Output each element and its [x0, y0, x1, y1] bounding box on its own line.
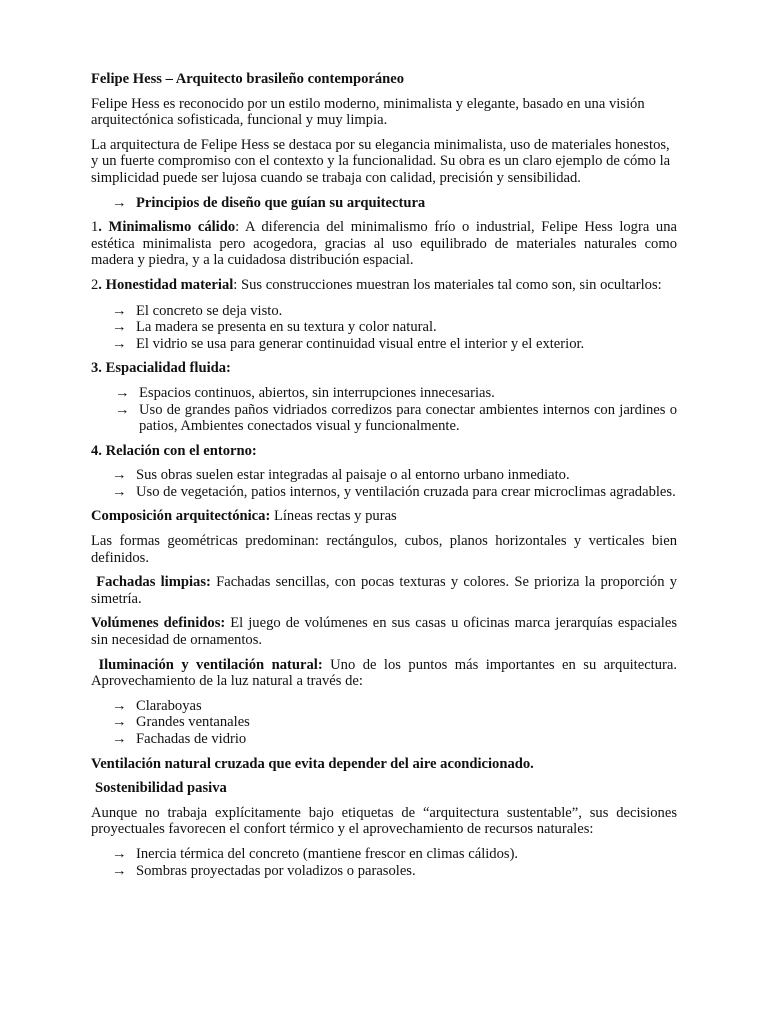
arrow-icon: → — [112, 467, 127, 484]
arrow-icon: → — [112, 714, 127, 731]
principle-4-heading: 4. Relación con el entorno: — [91, 442, 257, 459]
lighting-text: Uno de los puntos más importantes en su arquitectura. Aprovechamiento de la luz natural a través de: — [91, 656, 678, 690]
cross-ventilation-line: Ventilación natural cruzada que evita depender del aire acondicionado. — [91, 755, 534, 772]
arrow-icon: → — [112, 731, 127, 747]
forms-paragraph: Las formas geométricas predominan: rectángulos, cubos, planos horizontales y verticales bien definidos. — [91, 533, 677, 566]
arrow-icon: → — [115, 384, 130, 401]
principle-2-list — [91, 303, 677, 353]
list-item: → El vidrio se usa para generar continuidad visual entre el interior y el exterior. — [112, 335, 585, 352]
principle-2-text: : Sus construcciones muestran los materiales tal como son, sin ocultarlos: — [233, 276, 662, 293]
intro-paragraph-2: La arquitectura de Felipe Hess se destaca por su elegancia minimalista, uso de materiales honestos, y un fuerte compromiso con el contexto y la funcionalidad. Su obra es un claro ejemplo de cómo la simplicidad puede ser lujosa cuando se trabaja con calidad, precisión y sensibilidad. — [91, 136, 671, 186]
arrow-icon: → — [115, 401, 130, 418]
principle-1-dot: . — [98, 219, 102, 236]
principle-3-heading: 3. Espacialidad fluida: — [91, 360, 231, 377]
list-item: → Inercia térmica del concreto (mantiene frescor en climas cálidos). — [112, 845, 519, 862]
arrow-icon: → — [112, 335, 127, 352]
list-item: → Sombras proyectadas por voladizos o parasoles. — [112, 862, 416, 879]
arrow-icon: → — [112, 483, 127, 500]
volumes-text: El juego de volúmenes en sus casas u oficinas marca jerarquías espaciales sin necesidad de ornamentos. — [91, 615, 677, 649]
sustainability-list — [91, 846, 677, 879]
list-item: → Grandes ventanales — [112, 714, 250, 731]
facades-title: Fachadas limpias: — [96, 574, 211, 591]
principles-heading-text: Principios de diseño que guían su arquitectura — [136, 194, 426, 211]
composition-text: Líneas rectas y puras — [270, 508, 397, 525]
arrow-icon: → — [112, 194, 127, 211]
arrow-icon: → — [112, 319, 127, 336]
list-item: → La madera se presenta en su textura y color natural. — [112, 319, 437, 336]
principle-2-dot: . — [98, 276, 102, 293]
principle-3-list — [91, 385, 677, 435]
facades-text: Fachadas sencillas, con pocas texturas y colores. Se prioriza la proporción y simetría. — [91, 574, 677, 607]
principle-1 — [91, 219, 677, 269]
principle-2-title: Honestidad material — [101, 276, 234, 293]
intro-paragraph-1: Felipe Hess es reconocido por un estilo moderno, minimalista y elegante, basado en una visión arquitectónica sofisticada, funcional y muy limpia. — [91, 95, 645, 129]
sustainability-paragraph: Aunque no trabaja explícitamente bajo etiquetas de “arquitectura sustentable”, sus decisiones proyectuales favorecen el confort térmico y el aprovechamiento de recursos naturales: — [91, 804, 677, 838]
arrow-icon: → — [112, 302, 127, 319]
volumes-paragraph — [91, 615, 677, 648]
composition-line — [91, 508, 677, 525]
list-item: → Espacios continuos, abiertos, sin interrupciones innecesarias. — [115, 384, 495, 401]
list-item: → Sus obras suelen estar integradas al paisaje o al entorno urbano inmediato. — [112, 467, 570, 484]
principle-1-title: Minimalismo cálido — [101, 219, 236, 236]
volumes-title: Volúmenes definidos: — [91, 615, 226, 632]
facades-paragraph — [91, 574, 677, 607]
principles-heading — [91, 195, 677, 212]
lighting-list — [91, 698, 677, 748]
list-item: → Fachadas de vidrio — [112, 731, 247, 747]
lighting-title: Iluminación y ventilación natural: — [98, 656, 323, 673]
list-item: → Uso de vegetación, patios internos, y ventilación cruzada para crear microclimas agradables. — [112, 483, 676, 500]
arrow-icon: → — [112, 845, 127, 862]
arrow-icon: → — [112, 862, 127, 879]
principle-2 — [91, 277, 677, 294]
principle-4-list — [91, 467, 677, 500]
arrow-icon: → — [112, 697, 127, 714]
document-title: Felipe Hess – Arquitecto brasileño contemporáneo — [91, 71, 405, 87]
list-item: → Claraboyas — [112, 697, 202, 714]
sustainability-heading: Sostenibilidad pasiva — [95, 780, 227, 797]
composition-title: Composición arquitectónica: — [91, 508, 271, 525]
principle-1-number: 1 — [91, 219, 99, 236]
principle-1-text: : A diferencia del minimalismo frío o industrial, Felipe Hess logra una estética minimalista pero acogedora, gracias al uso equilibrado de materiales naturales como madera y piedra, y a la cuidadosa distribución espacial. — [91, 219, 677, 269]
principle-2-number: 2 — [91, 276, 99, 293]
list-item: → Uso de grandes paños vidriados corredizos para conectar ambientes internos con jardines o patios, Ambientes conectados visual y funcionalmente. — [115, 401, 677, 435]
lighting-paragraph — [91, 657, 677, 690]
list-item: → El concreto se deja visto. — [112, 302, 283, 319]
document-body — [91, 71, 677, 887]
